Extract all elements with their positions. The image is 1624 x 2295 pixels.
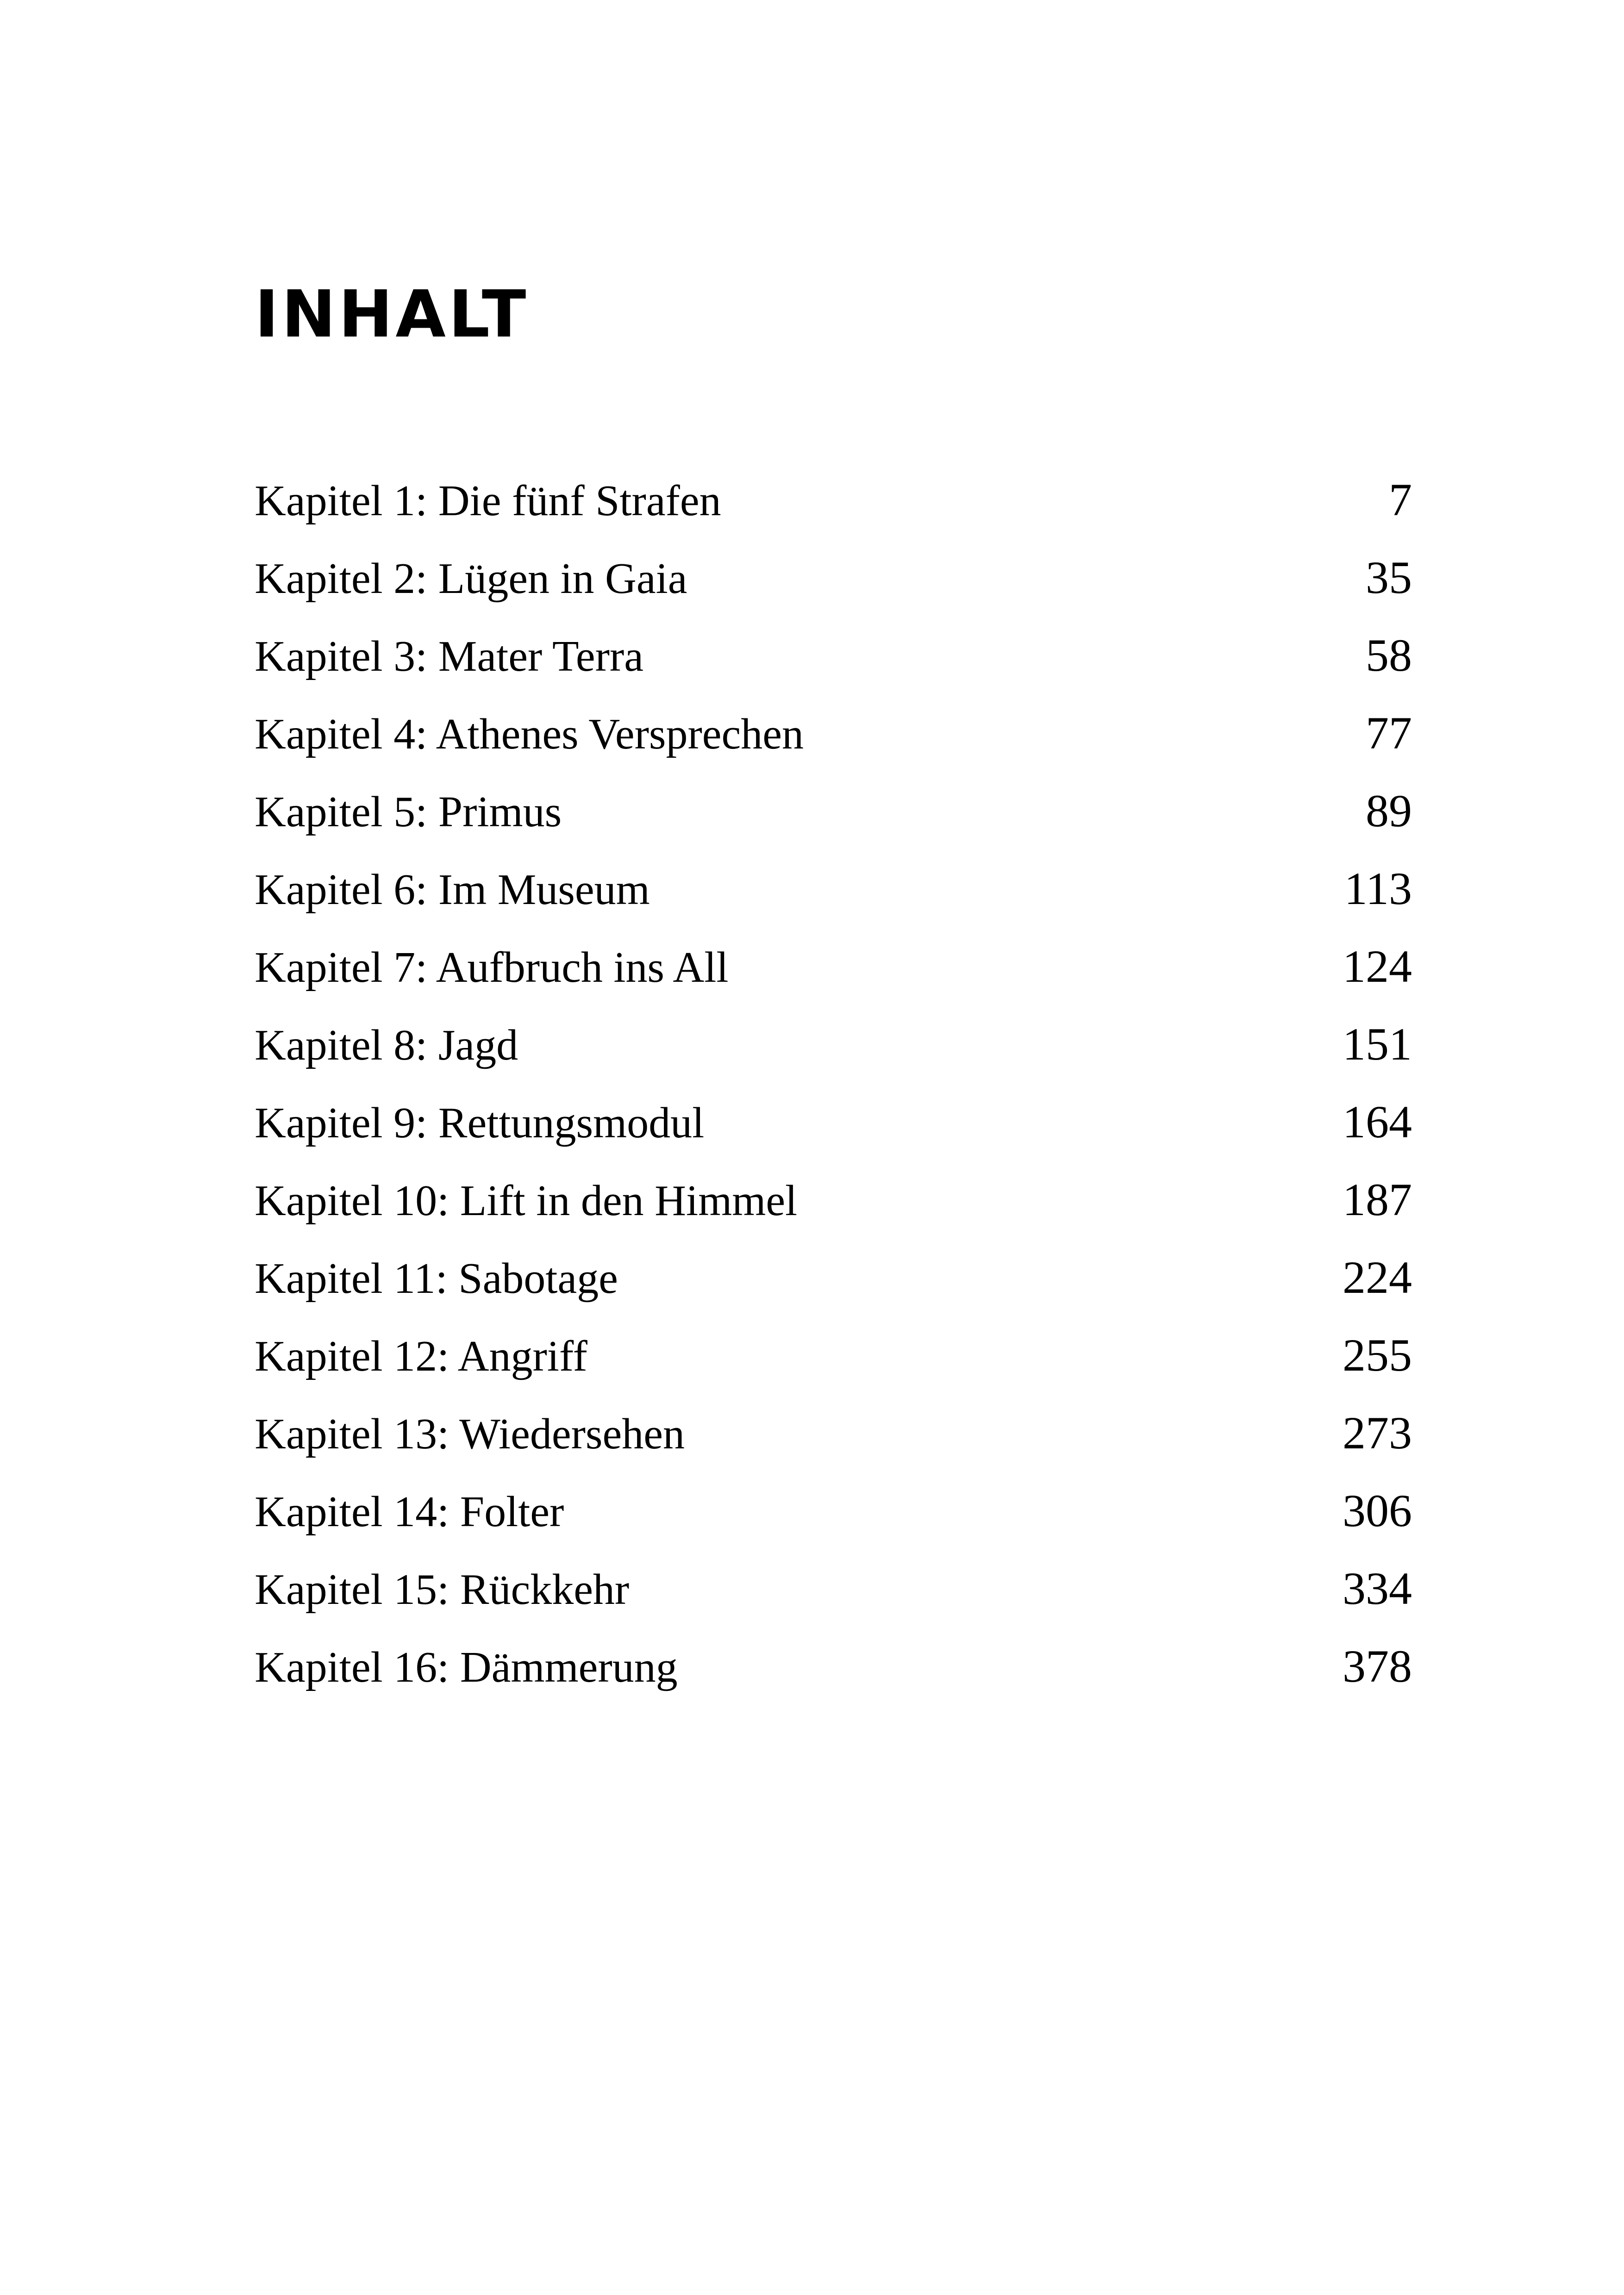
page-number: 124 xyxy=(1343,941,1412,992)
chapter-title: Kapitel 16: Dämmerung xyxy=(255,1643,678,1691)
page-number: 113 xyxy=(1344,863,1412,914)
page-number: 35 xyxy=(1366,552,1412,603)
chapter-title: Kapitel 4: Athenes Versprechen xyxy=(255,710,804,758)
chapter-title: Kapitel 15: Rückkehr xyxy=(255,1565,630,1614)
chapter-title: Kapitel 14: Folter xyxy=(255,1488,564,1536)
toc-entry xyxy=(255,545,1412,623)
chapter-title: Kapitel 11: Sabotage xyxy=(255,1254,618,1303)
toc-entry xyxy=(255,1634,1412,1712)
toc-entry xyxy=(255,1401,1412,1478)
chapter-title: Kapitel 8: Jagd xyxy=(255,1021,518,1069)
page-number: 255 xyxy=(1343,1329,1412,1381)
page-number: 378 xyxy=(1343,1640,1412,1692)
table-of-contents xyxy=(255,468,1412,1712)
chapter-title: Kapitel 1: Die fünf Strafen xyxy=(255,477,721,525)
toc-entry xyxy=(255,701,1412,779)
page-title: INHALT xyxy=(255,277,529,352)
chapter-title: Kapitel 12: Angriff xyxy=(255,1332,587,1380)
page-number: 164 xyxy=(1343,1096,1412,1148)
toc-entry xyxy=(255,1478,1412,1556)
toc-entry xyxy=(255,1556,1412,1634)
toc-entry xyxy=(255,779,1412,856)
chapter-title: Kapitel 10: Lift in den Himmel xyxy=(255,1177,798,1225)
page-number: 273 xyxy=(1343,1407,1412,1459)
toc-entry xyxy=(255,1245,1412,1323)
chapter-title: Kapitel 13: Wiedersehen xyxy=(255,1410,685,1458)
chapter-title: Kapitel 6: Im Museum xyxy=(255,866,650,914)
page-number: 89 xyxy=(1366,785,1412,836)
page-number: 7 xyxy=(1389,474,1412,525)
page-number: 77 xyxy=(1366,707,1412,759)
page-number: 58 xyxy=(1366,630,1412,681)
chapter-title: Kapitel 5: Primus xyxy=(255,788,562,836)
toc-entry xyxy=(255,1167,1412,1245)
page-number: 224 xyxy=(1343,1252,1412,1303)
toc-entry xyxy=(255,1012,1412,1090)
page-number: 306 xyxy=(1343,1485,1412,1536)
chapter-title: Kapitel 2: Lügen in Gaia xyxy=(255,555,687,603)
toc-entry xyxy=(255,623,1412,701)
chapter-title: Kapitel 3: Mater Terra xyxy=(255,632,643,680)
toc-entry xyxy=(255,1090,1412,1167)
page-number: 187 xyxy=(1343,1174,1412,1225)
toc-entry xyxy=(255,934,1412,1012)
chapter-title: Kapitel 9: Rettungsmodul xyxy=(255,1099,705,1147)
page-number: 151 xyxy=(1343,1018,1412,1070)
chapter-title: Kapitel 7: Aufbruch ins All xyxy=(255,943,729,992)
toc-entry xyxy=(255,1323,1412,1401)
toc-entry xyxy=(255,468,1412,545)
page-number: 334 xyxy=(1343,1563,1412,1614)
toc-entry xyxy=(255,856,1412,934)
